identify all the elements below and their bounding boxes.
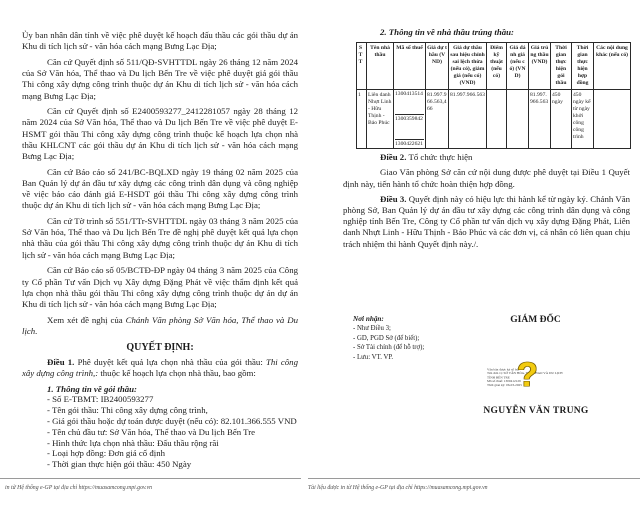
- xem-xet-text: Xem xét đề nghị của: [47, 314, 126, 325]
- article-2-title: Tổ chức thực hiện: [406, 152, 473, 163]
- recipients-block: [353, 315, 424, 362]
- recipient-item-4: - Lưu: VT. VP.: [353, 353, 394, 361]
- footer-left-page: in từ Hệ thống e-GP tại địa chỉ https://muasamcong.mpi.gov.vn: [5, 485, 153, 491]
- cell-stt: 1: [357, 90, 367, 149]
- article-1-tail: thuộc kế hoạch lựa chọn nhà thầu, bao gồm:: [98, 367, 256, 378]
- cell-contractor-name: Liên danh Nhựt Linh - Hữu Thịnh - Bảo Phúc: [367, 90, 394, 149]
- article-2-label: Điều 2.: [380, 152, 407, 163]
- paragraph-can-cu-551: Căn cứ Tờ trình số 551/TTr-SVHTTDL ngày 03 tháng 3 năm 2025 của Sở Văn hóa, Thể thao và Du lịch Bến Tre đề nghị phê duyệt kết quả lựa chọn nhà thầu của gói thầu Thi công xây dựng công trình thuộc dự án Khu di tích lịch sử - văn hóa cách mạng Bưng Lạc Địa;: [22, 216, 298, 260]
- paragraph-can-cu-511: Căn cứ Quyết định số 511/QĐ-SVHTTDL ngày 26 tháng 12 năm 2024 của Sở Văn hóa, Thể thao và Du lịch Bến Tre về việc phê duyệt giá gói thầu Thi công xây dựng công trình thuộc dự án Khu di tích lịch sử - văn hóa cách mạng Bưng Lạc Địa;: [22, 56, 298, 101]
- package-info-subheading: 1. Thông tin về gói thầu:: [47, 383, 137, 394]
- list-item-investor: - Tên chủ đầu tư: Sở Văn hóa, Thể thao và Du lịch Bến Tre: [47, 426, 256, 437]
- paragraph-can-cu-e2400593277: Căn cứ Quyết định số E2400593277_2412281057 ngày 28 tháng 12 năm 2024 của Sở Văn hóa, Thể thao và Du lịch Bến Tre về việc phê duyệt E-HSMT gói thầu Thi công xây dựng công trình thuộc kế hoạch lựa chọn nhà thầu KHLCNT các gói thầu dự án Khu di tích lịch sử - văn hóa cách mạng Bưng Lạc Địa;: [22, 106, 298, 162]
- article-2: [343, 152, 630, 163]
- winner-section-heading: 2. Thông tin về nhà thầu trúng thầu:: [380, 27, 514, 37]
- footer-rule-right: [308, 478, 640, 479]
- paragraph-can-cu-241: Căn cứ Báo cáo số 241/BC-BQLXD ngày 19 tháng 02 năm 2025 của Ban Quản lý dự án đầu tư xây dựng các công trình dân dụng và công nghiệp về việc báo cáo đánh giá E-HSDT gói thầu Thi công xây dựng công trình thuộc dự án Khu di tích lịch sử - văn hóa cách mạng Bưng Lạc Địa;: [22, 166, 298, 211]
- col-header-adjusted-price: Giá dự thầu sau hiệu chỉnh sai lệch thừa (nếu có), giảm giá (nếu có) (VND): [449, 43, 487, 90]
- col-header-other: Các nội dung khác (nếu có): [594, 43, 631, 90]
- stamp-line-2: Tên đơn vị: SỞ VĂN HÓA, THỂ THAO VÀ DU LỊCH: [487, 371, 563, 376]
- signer-name: NGUYỄN VĂN TRUNG: [483, 406, 589, 416]
- col-header-evaluated-price: Giá đánh giá (nếu có) (VND): [507, 43, 529, 90]
- stamp-line-4: Mã số thuế: 1300412129: [487, 379, 521, 384]
- question-mark-icon: ?: [517, 356, 538, 394]
- col-header-bid-price: Giá dự thầu (VND): [426, 43, 449, 90]
- cell-other: [594, 90, 631, 149]
- article-3-text: Quyết định này có hiệu lực thi hành kể từ ngày ký. Chánh Văn phòng Sở, Ban Quản lý dự án đầu tư xây dựng các công trình dân dụng và công nghiệp tỉnh Bến Tre, Công ty Cổ phần tư vấn dịch vụ xây dựng Đặng Phát, Liên danh Nhựt Linh - Hữu Thịnh - Bảo Phúc và các đơn vị, cá nhân có liên quan chịu trách nhiệm thi hành Quyết định này./.: [343, 193, 630, 249]
- cell-adjusted-price: 81.997.966.563: [449, 90, 487, 149]
- cell-contract-duration: 450 ngày kể từ ngày khởi công công trình: [572, 90, 594, 149]
- winner-table-row: [357, 90, 631, 149]
- stamp-line-1: Văn bản được ký số bởi: [487, 368, 520, 372]
- left-page-text-column: [22, 30, 298, 470]
- list-item-contract-type: - Loại hợp đồng: Đơn giá cố định: [47, 448, 166, 459]
- col-header-package-duration: Thời gian thực hiện gói thầu: [551, 43, 572, 90]
- right-page-text-column: [343, 27, 630, 254]
- article-3-label: Điều 3.: [380, 193, 407, 204]
- stamp-line-3: TỈNH BẾN TRE: [487, 375, 510, 380]
- recipient-item-3: - Sở Tài chính (để hỗ trợ);: [353, 344, 425, 352]
- cell-bid-price: 81.997.966.563,466: [426, 90, 449, 149]
- article-3: [343, 194, 630, 250]
- recipient-item-1: - Như Điều 3;: [353, 325, 391, 333]
- paragraph-xem-xet: [22, 315, 298, 337]
- col-header-stt: STT: [357, 43, 367, 90]
- list-item-package-price: - Giá gói thầu hoặc dự toán được duyệt (nếu có): 82.101.366.555 VND: [47, 416, 297, 427]
- list-item-package-name: - Tên gói thầu: Thi công xây dựng công trình,: [47, 405, 208, 416]
- recipients-label: Nơi nhận:: [353, 315, 384, 323]
- winner-table-header-row: [357, 43, 631, 90]
- article-1: [22, 357, 298, 379]
- winner-table: [356, 42, 631, 149]
- decision-heading: QUYẾT ĐỊNH:: [126, 341, 194, 353]
- cell-package-duration: 450 ngày: [551, 90, 572, 149]
- list-item-duration: - Thời gian thực hiện gói thầu: 450 Ngày: [47, 459, 192, 470]
- cell-technical-score: [487, 90, 507, 149]
- footer-right-page: Tài liệu được in từ Hệ thống e-GP tại địa chỉ https://muasamcong.mpi.gov.vn: [308, 485, 488, 491]
- recipient-item-2: - GD, PGD Sở (để biết);: [353, 334, 420, 342]
- col-header-tax-code: Mã số thuế: [394, 43, 426, 90]
- list-item-selection-method: - Hình thức lựa chọn nhà thầu: Đấu thầu rộng rãi: [47, 437, 219, 448]
- signer-title: GIÁM ĐỐC: [510, 315, 561, 325]
- col-header-technical-score: Điểm kỹ thuật (nếu có): [487, 43, 507, 90]
- article-2-body: Giao Văn phòng Sở căn cứ nội dung được phê duyệt tại Điều 1 Quyết định này, tiến hành tổ chức hoàn thiện hợp đồng.: [343, 167, 630, 189]
- col-header-winning-price: Giá trúng thầu (VND): [529, 43, 551, 90]
- col-header-contract-duration: Thời gian thực hiện hợp đồng: [572, 43, 594, 90]
- tax-code-2: 1300359842: [395, 115, 424, 140]
- xem-xet-italic: Chánh Văn phòng Sở Văn hóa, Thể thao và Du lịch.: [22, 314, 298, 336]
- package-info-list: [22, 384, 298, 470]
- col-header-contractor: Tên nhà thầu: [367, 43, 394, 90]
- article-1-label: Điều 1.: [47, 356, 75, 367]
- footer-rule-left: [0, 478, 301, 479]
- tax-code-3: 1300422621: [395, 141, 423, 148]
- cell-evaluated-price: [507, 90, 529, 149]
- article-1-text: Phê duyệt kết quả lựa chọn nhà thầu của gói thầu:: [74, 356, 266, 367]
- paragraph-continuation: Ủy ban nhân dân tỉnh về việc phê duyệt kế hoạch đấu thầu các gói thầu dự án Khu di tích lịch sử - văn hóa cách mạng Bưng Lạc Địa;: [22, 30, 298, 52]
- article-1-italic: Thi công xây dựng công trình,:: [22, 356, 298, 378]
- cell-winning-price: 81.997.966.563: [529, 90, 551, 149]
- tax-code-1: 1300413514: [395, 90, 424, 115]
- paragraph-can-cu-05: Căn cứ Báo cáo số 05/BCTĐ-ĐP ngày 04 tháng 3 năm 2025 của Công ty Cổ phần Tư vấn Dịch vụ Xây dựng Đặng Phát về việc thẩm định kết quả lựa chọn nhà thầu gói thầu Thi công xây dựng công trình thuộc dự án dự án Khu di tích lịch sử - văn hóa cách mạng Bưng Lạc Địa;: [22, 265, 298, 309]
- stamp-line-5: Thời gian ký: 06-03-2025: [487, 383, 522, 388]
- list-item-etbmt: - Số E-TBMT: IB2400593277: [47, 394, 154, 405]
- cell-tax-codes: [394, 90, 426, 149]
